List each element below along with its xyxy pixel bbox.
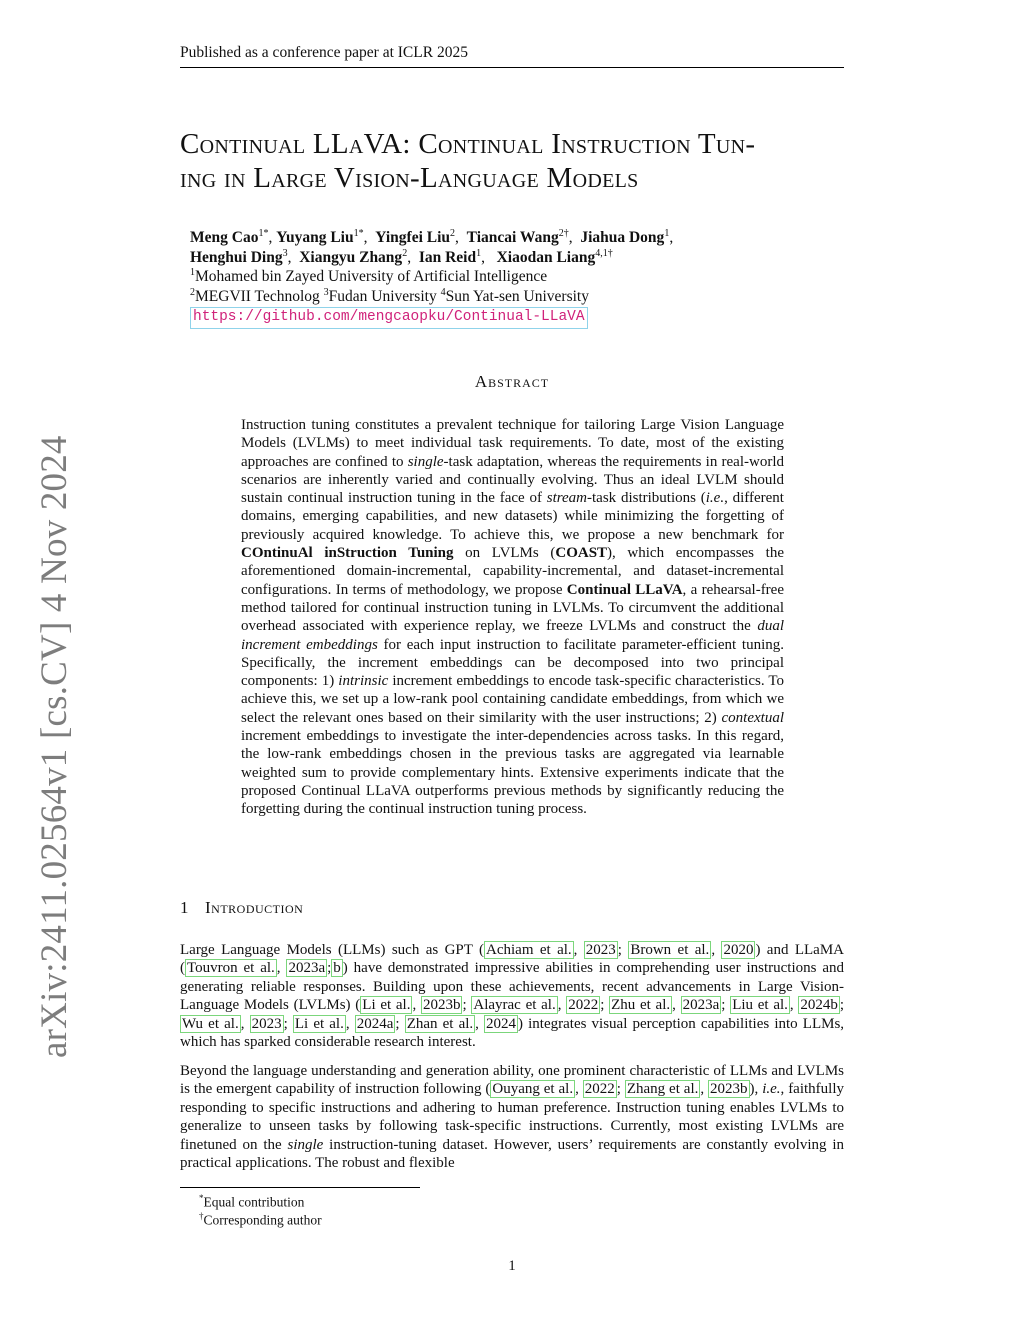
author-sup: 2 xyxy=(450,227,456,239)
citation-link[interactable]: Wu et al. xyxy=(182,1015,239,1032)
citation-link[interactable]: 2024a xyxy=(356,1015,394,1032)
footnote-corresponding-author: †Corresponding author xyxy=(199,1211,322,1228)
citation-link[interactable]: Liu et al. xyxy=(732,997,788,1014)
author-name: Yuyang Liu xyxy=(276,229,354,246)
page-number: 1 xyxy=(508,1258,516,1274)
author-sup: 1* xyxy=(353,227,364,239)
abstract-heading: Abstract xyxy=(474,372,550,391)
title-line-1: Continual LLaVA: Continual Instruction Tun- xyxy=(180,128,756,160)
citation-link[interactable]: 2024 xyxy=(486,1015,517,1032)
citation-link[interactable]: b xyxy=(333,960,341,977)
author-sup: 1* xyxy=(258,227,269,239)
arxiv-identifier-stamp: arXiv:2411.02564v1 [cs.CV] 4 Nov 2024 xyxy=(34,435,75,1058)
citation-link[interactable]: Ouyang et al. xyxy=(492,1081,574,1098)
author-name: Xiaodan Liang xyxy=(496,248,596,266)
citation-link[interactable]: 2023a xyxy=(682,997,720,1014)
citation-link[interactable]: 2023a xyxy=(288,960,326,977)
running-header: Published as a conference paper at ICLR 2025 xyxy=(180,44,844,68)
section-heading-introduction: 1 Introduction xyxy=(180,898,304,917)
author-sup: 1 xyxy=(664,227,670,239)
author-sup: 1 xyxy=(476,247,482,259)
citation-link[interactable]: Alayrac et al. xyxy=(473,997,556,1014)
citation-link[interactable]: Touvron et al. xyxy=(187,960,275,977)
footnote-equal-contribution: *Equal contribution xyxy=(199,1193,305,1210)
citation-link[interactable]: 2022 xyxy=(568,997,599,1014)
intro-paragraph-2: Beyond the language understanding and generation ability, one prominent characteristic of LLMs and LVLMs is the emergent capability of instruction following ( Ouyang et al. , 2022 ; Zhang et al. , 2023b ), i.e., faithfully responding to specific instructions and adhering to human preference. Instruction tuning enables LVLMs to generalize to unseen tasks by following task-specific instructions. Currently, most existing LVLMs are finetuned on the single instruction-tuning dataset. However, users’ requirements are constantly evolving in practical applications. The robust and flexible xyxy=(180,1063,845,1172)
affiliation-2-4: $^2$MEGVII Technolog $^3$Fudan University $^4$Sun Yat-sen University xyxy=(190,286,589,305)
citation-link[interactable]: Brown et al. xyxy=(630,942,710,958)
author-name: Yingfei Liu xyxy=(375,229,451,246)
author-block xyxy=(190,228,850,329)
abstract-body: Instruction tuning constitutes a prevalent technique for tailoring Large Vision Language Models (LVLMs) to meet individual task requirements. To date, most of the existing approaches are confined to single-task adaptation, whereas the requirements in real-world scenarios are inherently varied and continually evolving. Thus an ideal LVLM should sustain continual instruction tuning in the face of stream-task distributions (i.e., different domains, emerging capabilities, and new datasets) while minimizing the forgetting of previously acquired knowledge. To achieve this, we propose a new benchmark for COntinuAl inStruction Tuning on LVLMs (COAST), which encompasses the aforementioned domain-incremental, capability-incremental, and dataset-incremental configurations. In terms of methodology, we propose Continual LLaVA, a rehearsal-free method tailored for continual instruction tuning in LVLMs. To circumvent the additional overhead associated with experience replay, we freeze LVLMs and construct the dual increment embeddings for each input instruction to facilitate parameter-efficient tuning. Specifically, the increment embeddings can be decomposed into two principal components: 1) intrinsic increment embeddings to encode task-specific characteristics. To achieve this, we set up a low-rank pool containing candidate embeddings, from which we select the relevant ones based on their similarity with the user instructions; 2) contextual increment embeddings to investigate the inter-dependencies across tasks. In this regard, the low-rank embeddings chosen in the previous tasks are aggregated via learnable weighted sum to provide complementary hints. Extensive experiments indicate that the proposed Continual LLaVA outperforms previous methods by significantly reducing the forgetting during the continual instruction tuning process. xyxy=(241,417,784,818)
authors-row-2: Henghui Ding$^3$, Xiangyu Zhang$^2$, Ian Reid$^1$, Xiaodan Liang$^{4,1\dagger}$ xyxy=(190,247,613,266)
author-name: Xiangyu Zhang xyxy=(299,248,403,266)
author-name: Meng Cao xyxy=(190,229,259,246)
github-link[interactable]: https://github.com/mengcaopku/Continual-LLaVA xyxy=(190,307,588,329)
citation-link[interactable]: 2023b xyxy=(710,1081,748,1098)
author-name: Henghui Ding xyxy=(190,248,283,266)
intro-paragraph-1: Large Language Models (LLMs) such as GPT ( Achiam et al. , 2023 ; Brown et al. , 2020 ) and LLaMA ( Touvron et al. , 2023a ; b ) have demonstrated impressive abilities in comprehending user instructions and generating reliable responses. Building upon these achievements, recent advancements in Large Vision-Language Models (LVLMs) ( Li et al. , 2023b ; Alayrac et al. , 2022 ; Zhu et al. , 2023a ; Liu et al. , 2024b ; Wu et al. , 2023 ; Li et al. , 2024a ; Zhan et al. , 2024 ) integrates visual perception capabilities into LLMs, which has sparked considerable research interest. xyxy=(180,942,845,1051)
citation-link[interactable]: 2023b xyxy=(422,997,461,1014)
footnote-rule xyxy=(180,1187,420,1188)
author-name: Ian Reid xyxy=(418,248,477,266)
citation-link[interactable]: 2023 xyxy=(251,1015,282,1032)
author-sup: 2 xyxy=(402,247,408,259)
affiliation-1: $^1$Mohamed bin Zayed University of Artificial Intelligence xyxy=(190,266,548,285)
citation-link[interactable]: Zhang et al. xyxy=(626,1081,699,1098)
author-sup: 3 xyxy=(282,247,288,259)
citation-link[interactable]: 2024b xyxy=(800,997,838,1014)
citation-link[interactable]: 2022 xyxy=(584,1081,615,1098)
citation-link[interactable]: Zhu et al. xyxy=(611,997,671,1014)
citation-link[interactable]: Zhan et al. xyxy=(406,1015,474,1032)
author-sup: 2† xyxy=(558,227,569,239)
authors-row-1: Meng Cao$^{1*}$, Yuyang Liu$^{1*}$, Yingfei Liu$^2$, Tiancai Wang$^{2\dagger}$, Jiahua Dong$^1$, xyxy=(190,227,674,246)
paper-title xyxy=(180,127,860,195)
citation-link[interactable]: Li et al. xyxy=(362,997,411,1014)
title-line-2: ing in Large Vision-Language Models xyxy=(180,162,639,194)
citation-link[interactable]: 2020 xyxy=(723,942,754,958)
citation-link[interactable]: Li et al. xyxy=(294,1015,344,1032)
author-name: Jiahua Dong xyxy=(580,229,665,246)
citation-link[interactable]: Achiam et al. xyxy=(486,942,572,958)
citation-link[interactable]: 2023 xyxy=(585,942,616,958)
author-name: Tiancai Wang xyxy=(466,229,559,246)
author-sup: 4,1† xyxy=(595,247,613,259)
